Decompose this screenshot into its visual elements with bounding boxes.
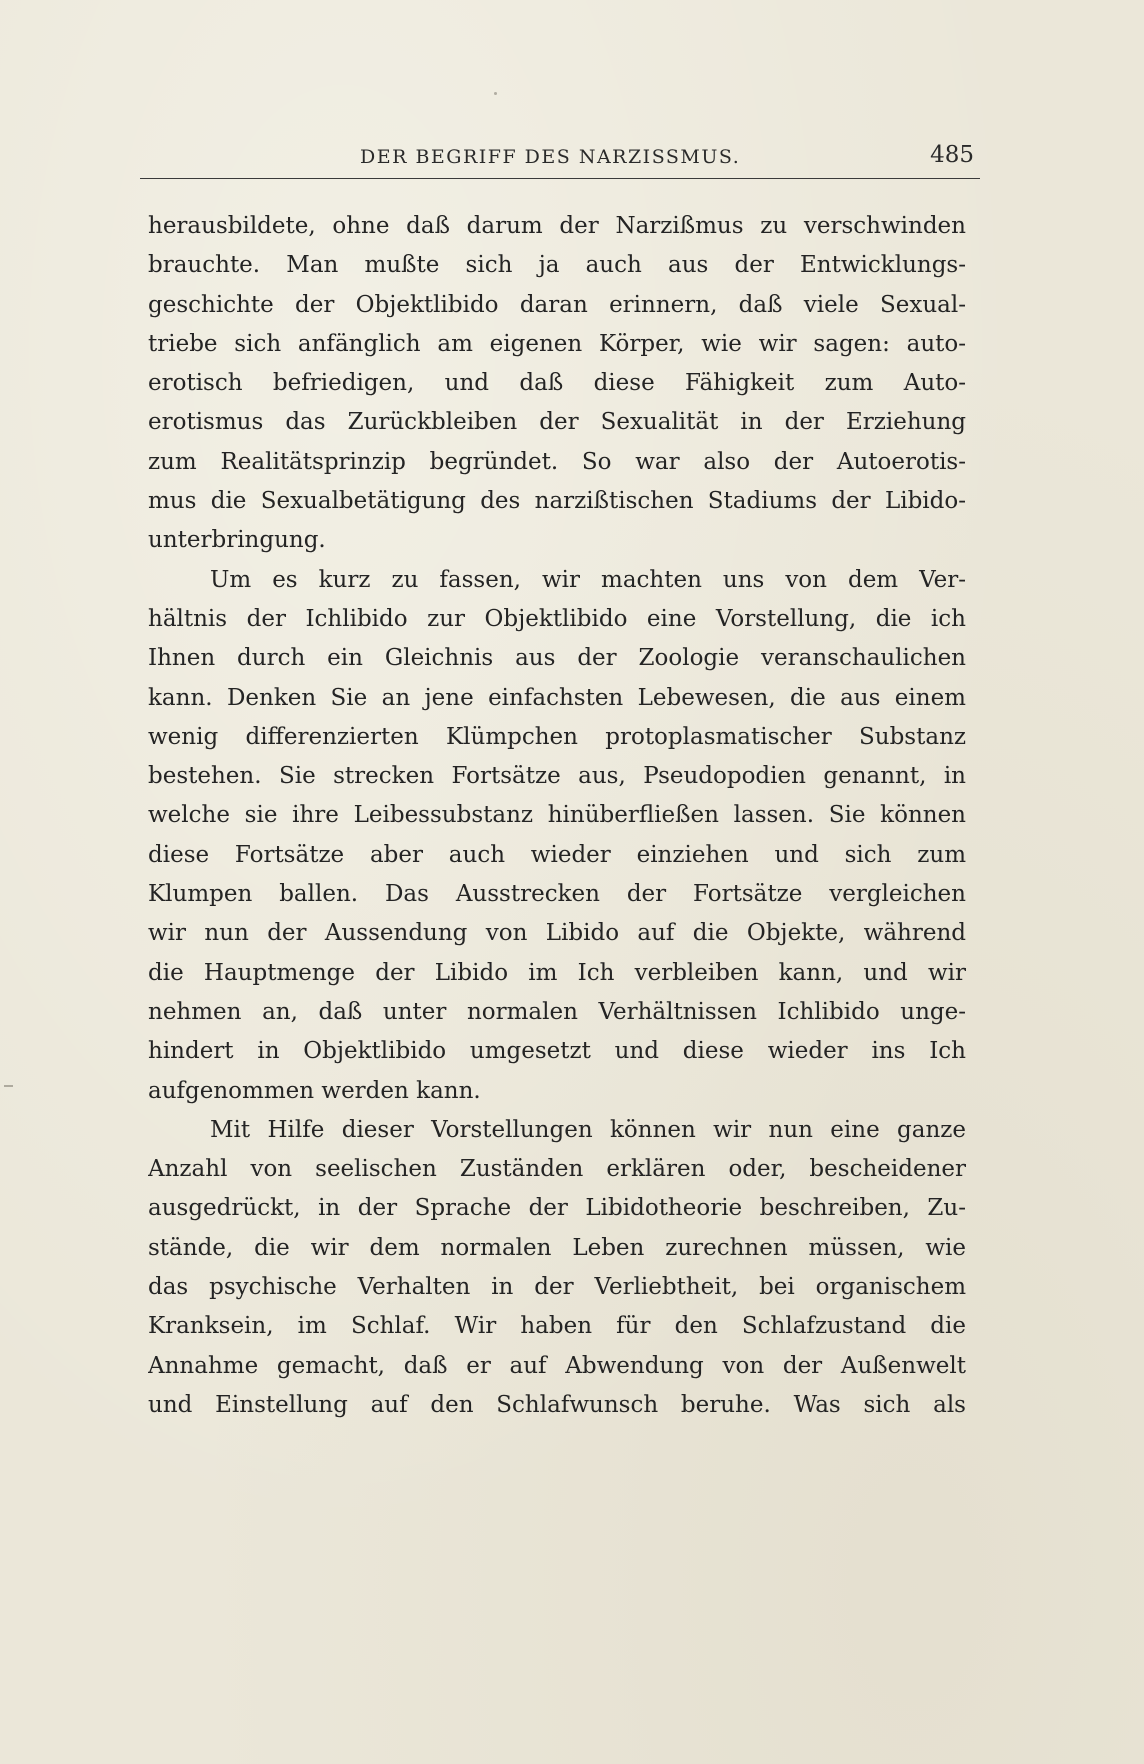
page-number: 485 [930, 142, 974, 168]
text-line: bestehen. Sie strecken Fortsätze aus, Pseudopodien genannt, in [148, 763, 966, 790]
text-line: welche sie ihre Leibessubstanz hinüberfließen lassen. Sie können [148, 802, 966, 829]
body-text [148, 207, 966, 1425]
text-line: diese Fortsätze aber auch wieder einziehen und sich zum [148, 841, 966, 868]
text-line: brauchte. Man mußte sich ja auch aus der Entwicklungs- [148, 252, 966, 279]
text-line: triebe sich anfänglich am eigenen Körper, wie wir sagen: auto- [148, 330, 966, 357]
text-line: stände, die wir dem normalen Leben zurechnen müssen, wie [148, 1234, 966, 1261]
page-header [140, 138, 980, 179]
margin-tick [4, 1085, 13, 1087]
text-line: hältnis der Ichlibido zur Objektlibido eine Vorstellung, die ich [148, 605, 966, 632]
text-line: nehmen an, daß unter normalen Verhältnissen Ichlibido unge- [148, 998, 966, 1025]
text-line: herausbildete, ohne daß darum der Narzißmus zu verschwinden [148, 213, 966, 239]
text-line: aufgenommen werden kann. [148, 1077, 481, 1104]
text-line: Kranksein, im Schlaf. Wir haben für den Schlafzustand die [148, 1313, 966, 1340]
text-line: das psychische Verhalten in der Verliebtheit, bei organischem [148, 1274, 966, 1301]
text-line: erotisch befriedigen, und daß diese Fähigkeit zum Auto- [148, 370, 966, 397]
text-line: hindert in Objektlibido umgesetzt und diese wieder ins Ich [148, 1038, 966, 1065]
text-line: Annahme gemacht, daß er auf Abwendung von der Außenwelt [148, 1352, 966, 1379]
text-line: mus die Sexualbetätigung des narzißtischen Stadiums der Libido- [148, 488, 966, 515]
text-line: ausgedrückt, in der Sprache der Libidotheorie beschreiben, Zu- [148, 1195, 966, 1222]
text-line: Anzahl von seelischen Zuständen erklären oder, bescheidener [148, 1156, 966, 1183]
text-line: Ihnen durch ein Gleichnis aus der Zoologie veranschaulichen [148, 645, 966, 672]
text-line: Um es kurz zu fassen, wir machten uns von dem Ver- [210, 566, 966, 593]
text-line: unterbringung. [148, 527, 326, 554]
running-title: DER BEGRIFF DES NARZISSMUS. [360, 146, 741, 168]
text-line: kann. Denken Sie an jene einfachsten Lebewesen, die aus einem [148, 684, 966, 711]
text-line: zum Realitätsprinzip begründet. So war also der Autoerotis- [148, 448, 966, 475]
text-line: erotismus das Zurückbleiben der Sexualität in der Erziehung [148, 409, 966, 436]
text-line: wir nun der Aussendung von Libido auf die Objekte, während [148, 920, 966, 947]
text-line: und Einstellung auf den Schlafwunsch beruhe. Was sich als [148, 1391, 966, 1418]
text-line: die Hauptmenge der Libido im Ich verbleiben kann, und wir [148, 959, 966, 986]
text-line: Klumpen ballen. Das Ausstrecken der Fortsätze vergleichen [148, 881, 966, 908]
text-line: Mit Hilfe dieser Vorstellungen können wir nun eine ganze [210, 1116, 966, 1143]
text-line: wenig differenzierten Klümpchen protoplasmatischer Substanz [148, 723, 966, 750]
text-line: geschichte der Objektlibido daran erinnern, daß viele Sexual- [148, 291, 966, 318]
page-speck [494, 92, 497, 95]
